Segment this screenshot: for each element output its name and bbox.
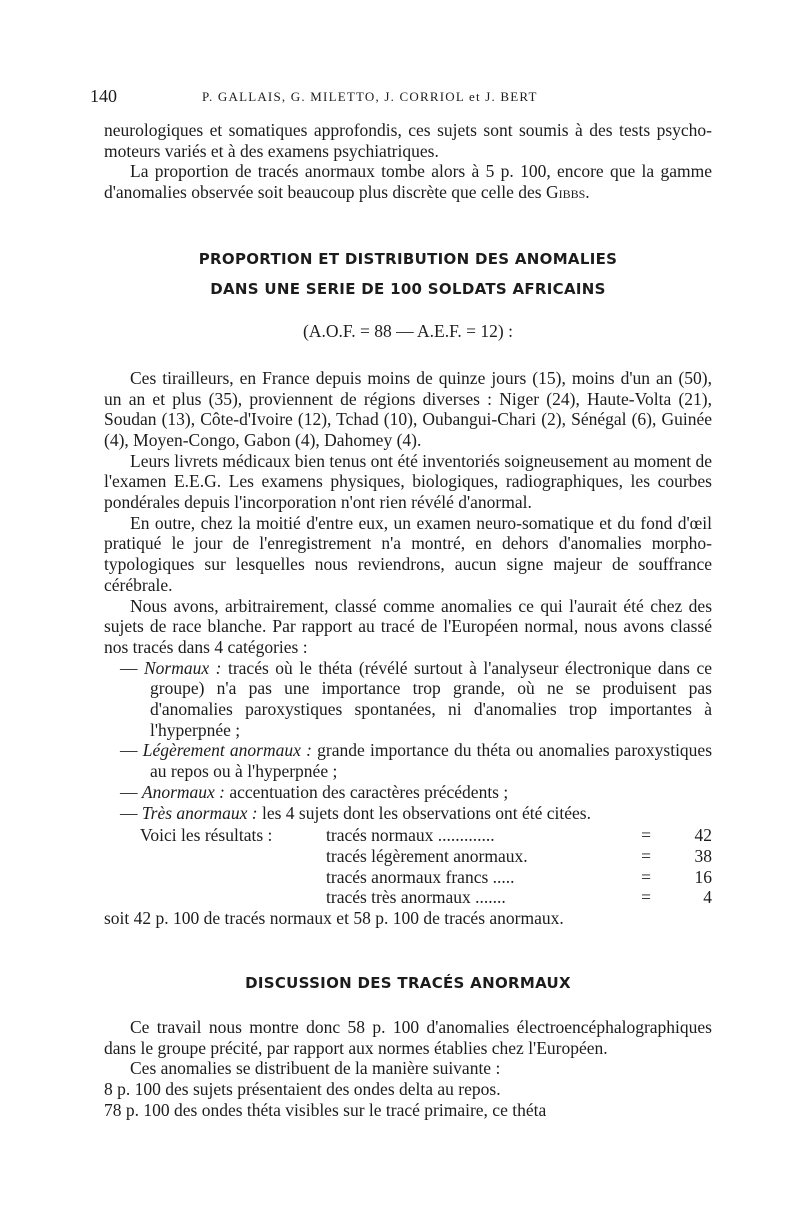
- section-heading-line1: PROPORTION ET DISTRIBUTION DES ANOMALIES: [198, 249, 618, 268]
- paragraph-proportion-text: La proportion de tracés anormaux tombe alors à 5 p. 100, encore que la gamme d'anomalies observée soit beaucoup plus discrète que celle des: [104, 161, 712, 203]
- dash: —: [120, 802, 138, 823]
- category-text: grande importance du théta ou anomalies paroxystiques au repos ou à l'hyperpnée ;: [150, 740, 713, 782]
- results-row: [104, 867, 712, 888]
- results-equals: =: [641, 845, 651, 866]
- category-item: [104, 782, 712, 803]
- results-equals: =: [641, 866, 651, 887]
- category-text: tracés où le théta (révélé surtout à l'analyseur électronique dans ce groupe) n'a pas une importance trop grande, où ne se produisent pas d'anomalies paroxystiques spontanées, ni d'anomalies trop importantes à l'hyperpnée ;: [150, 657, 712, 740]
- dash: —: [120, 781, 138, 802]
- paragraph-continuation: neurologiques et somatiques approfondis, ces sujets sont soumis à des tests psycho-moteurs variés et à des examens psychiatriques.: [104, 120, 712, 161]
- distribution-line-theta: 78 p. 100 des ondes théta visibles sur le tracé primaire, ce théta: [104, 1099, 547, 1120]
- distribution-line-delta: 8 p. 100 des sujets présentaient des ondes delta au repos.: [104, 1078, 501, 1099]
- page-number: 140: [90, 86, 117, 106]
- category-term: Anormaux :: [141, 781, 225, 802]
- results-summary: soit 42 p. 100 de tracés normaux et 58 p. 100 de tracés anormaux.: [104, 908, 564, 929]
- paragraph-examen: En outre, chez la moitié d'entre eux, un examen neuro-somatique et du fond d'œil pratiqué le jour de l'enregistrement n'a montré, en dehors d'anomalies morpho-typologiques sur lesquelles nous reviendrons, aucun signe majeur de souffrance cérébrale.: [104, 512, 712, 595]
- results-value: 4: [703, 887, 712, 908]
- results-equals: =: [641, 825, 651, 846]
- results-intro: Voici les résultats :: [140, 825, 273, 846]
- results-value: 16: [694, 866, 712, 887]
- paragraph-tirailleurs: Ces tirailleurs, en France depuis moins de quinze jours (15), moins d'un an (50), un an et plus (35), proviennent de régions diverses : Niger (24), Haute-Volta (21), Soudan (13), Côte-d'Ivoire (12), Tchad (10), Oubangui-Chari (2), Sénégal (6), Guinée (4), Moyen-Congo, Gabon (4), Dahomey (4).: [104, 367, 712, 450]
- category-item: [104, 740, 712, 781]
- results-value: 38: [694, 845, 712, 866]
- category-term: Très anormaux :: [141, 802, 258, 823]
- category-term: Normaux :: [144, 657, 222, 678]
- results-label: tracés légèrement anormaux.: [326, 845, 528, 866]
- results-row: [104, 887, 712, 908]
- paragraph-discussion: Ce travail nous montre donc 58 p. 100 d'anomalies électroencéphalographiques dans le groupe précité, par rapport aux normes établies chez l'Européen.: [104, 1016, 712, 1058]
- results-row: [104, 846, 712, 867]
- results-label: tracés très anormaux .......: [326, 887, 506, 908]
- category-item: [104, 658, 712, 741]
- dash: —: [120, 657, 138, 678]
- section-heading-line2: DANS UNE SERIE DE 100 SOLDATS AFRICAINS: [210, 279, 606, 298]
- discussion-heading: DISCUSSION DES TRACÉS ANORMAUX: [245, 973, 571, 992]
- page-body: [104, 120, 712, 1120]
- results-table: [104, 825, 712, 908]
- results-row: [104, 825, 712, 846]
- paragraph-distribution: Ces anomalies se distribuent de la manière suivante :: [130, 1058, 501, 1079]
- results-value: 42: [694, 825, 712, 846]
- page-header: [90, 86, 710, 110]
- category-item: [104, 803, 712, 824]
- category-text: accentuation des caractères précédents ;: [229, 781, 509, 802]
- dash: —: [120, 740, 138, 761]
- running-title: P. GALLAIS, G. MILETTO, J. CORRIOL et J. BERT: [202, 89, 538, 104]
- paragraph-proportion: La proportion de tracés anormaux tombe alors à 5 p. 100, encore que la gamme d'anomalies observée soit beaucoup plus discrète que celle des Gibbs.: [104, 161, 712, 203]
- category-text: les 4 sujets dont les observations ont été citées.: [261, 802, 591, 823]
- results-label: tracés normaux .............: [326, 825, 495, 846]
- paragraph-classification: Nous avons, arbitrairement, classé comme anomalies ce qui l'aurait été chez des sujets de race blanche. Par rapport au tracé de l'Européen normal, nous avons classé nos tracés dans 4 catégories :: [104, 595, 712, 657]
- results-label: tracés anormaux francs .....: [326, 866, 515, 887]
- category-term: Légèrement anormaux :: [142, 740, 312, 761]
- category-list: [104, 658, 712, 824]
- section-subheading: (A.O.F. = 88 — A.E.F. = 12) :: [303, 320, 513, 341]
- paragraph-livrets: Leurs livrets médicaux bien tenus ont été inventoriés soigneusement au moment de l'examen E.E.G. Les examens physiques, biologiques, radiographiques, les courbes pondérales depuis l'incorporation n'ont rien révélé d'anormal.: [104, 450, 712, 513]
- results-equals: =: [641, 887, 651, 908]
- author-name-gibbs: Gibbs: [545, 182, 586, 203]
